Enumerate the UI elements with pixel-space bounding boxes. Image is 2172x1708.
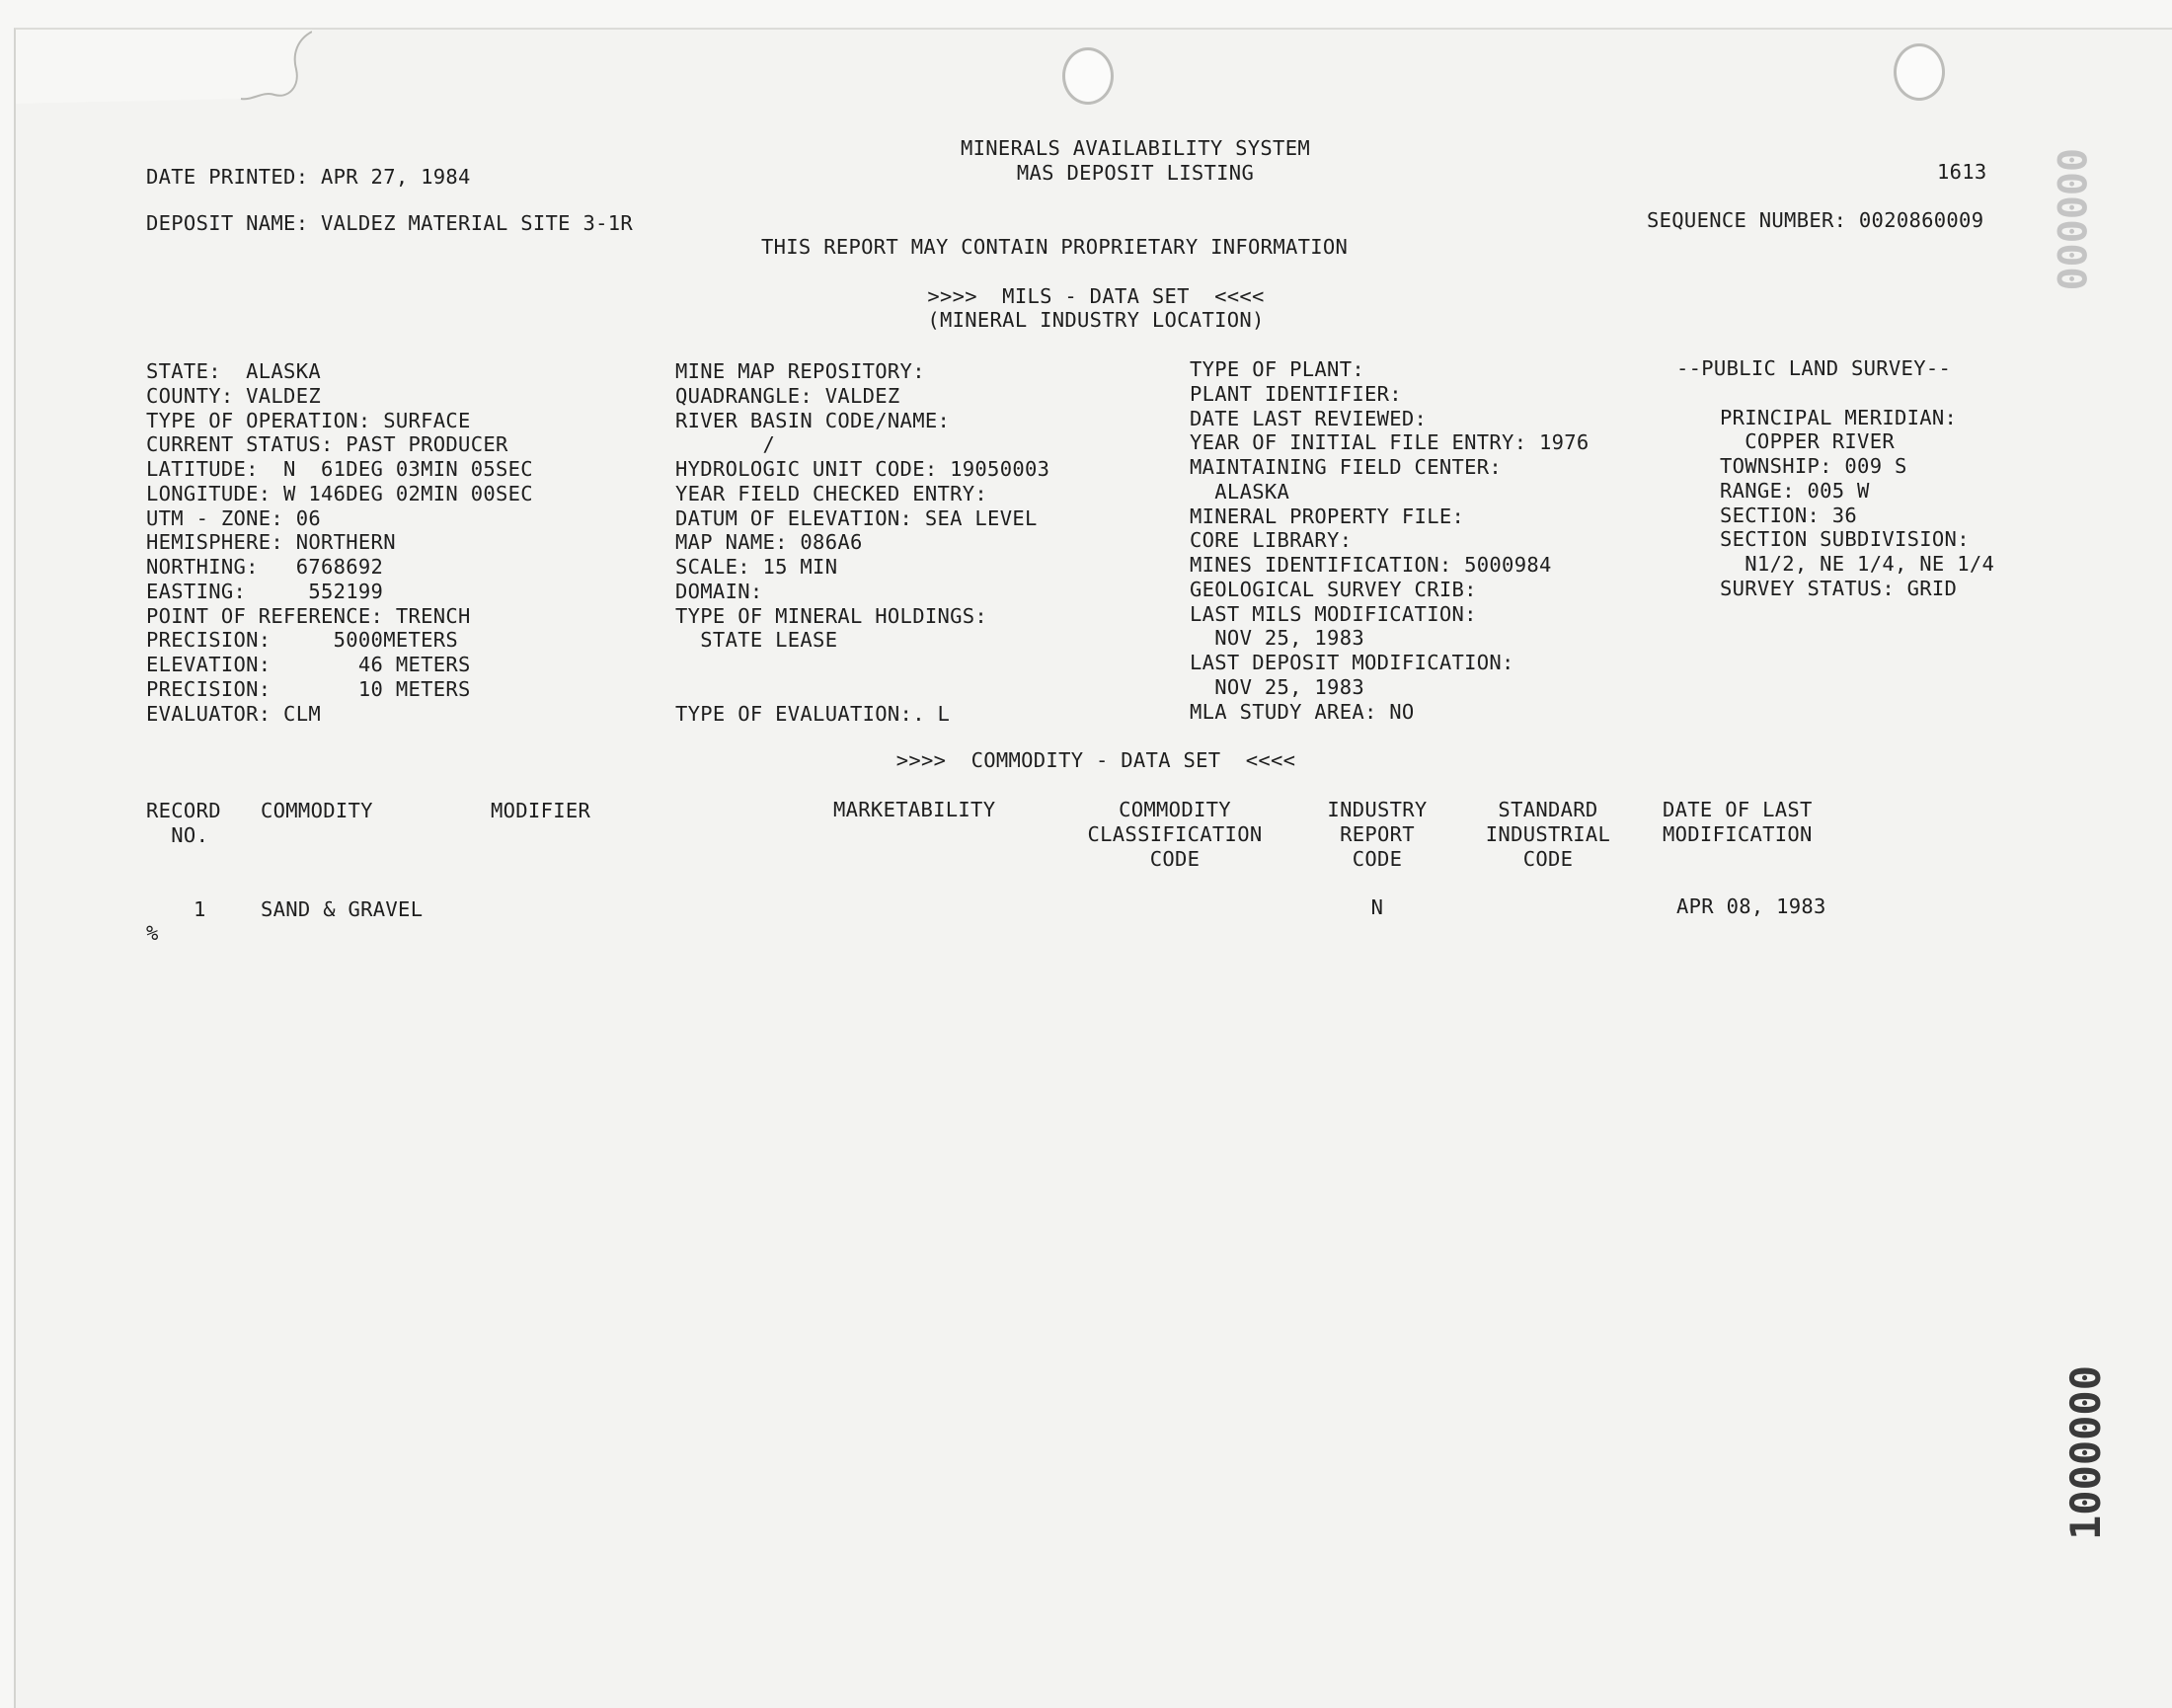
field-principal-meridian-value: COPPER RIVER bbox=[1720, 429, 1895, 453]
header-modifier: MODIFIER bbox=[491, 799, 591, 822]
field-section-subdivision: SECTION SUBDIVISION: bbox=[1720, 527, 1970, 551]
cell-date-of-last-modification: APR 08, 1983 bbox=[1676, 894, 1826, 918]
deposit-name: DEPOSIT NAME: VALDEZ MATERIAL SITE 3-1R bbox=[146, 211, 634, 235]
header-industry-report-code: INDUSTRY REPORT CODE bbox=[1327, 798, 1428, 871]
header-date-of-last-modification: DATE OF LAST MODIFICATION bbox=[1663, 798, 1813, 846]
page-number: 1613 bbox=[1937, 160, 1987, 184]
field-utm-zone: UTM - ZONE: 06 bbox=[146, 506, 321, 530]
field-river-basin-value: / bbox=[675, 432, 776, 456]
torn-corner-mark bbox=[16, 30, 312, 158]
field-map-name: MAP NAME: 086A6 bbox=[675, 530, 863, 554]
field-precision-location: PRECISION: 5000METERS bbox=[146, 628, 459, 652]
field-year-field-checked: YEAR FIELD CHECKED ENTRY: bbox=[675, 482, 988, 505]
field-mineral-property-file: MINERAL PROPERTY FILE: bbox=[1190, 505, 1465, 528]
field-survey-status: SURVEY STATUS: GRID bbox=[1720, 577, 1958, 600]
field-hydrologic-unit-code: HYDROLOGIC UNIT CODE: 19050003 bbox=[675, 457, 1050, 481]
field-datum-of-elevation: DATUM OF ELEVATION: SEA LEVEL bbox=[675, 506, 1038, 530]
commodity-title: >>>> COMMODITY - DATA SET <<<< bbox=[895, 748, 1296, 772]
system-title: MINERALS AVAILABILITY SYSTEM bbox=[961, 136, 1310, 160]
plss-title: --PUBLIC LAND SURVEY-- bbox=[1676, 356, 1952, 380]
binder-hole-left bbox=[1062, 47, 1114, 105]
field-principal-meridian: PRINCIPAL MERIDIAN: bbox=[1720, 406, 1958, 429]
field-plant-identifier: PLANT IDENTIFIER: bbox=[1190, 382, 1402, 406]
field-precision-elevation: PRECISION: 10 METERS bbox=[146, 677, 471, 701]
field-quadrangle: QUADRANGLE: VALDEZ bbox=[675, 384, 900, 408]
date-printed: DATE PRINTED: APR 27, 1984 bbox=[146, 165, 471, 189]
field-scale: SCALE: 15 MIN bbox=[675, 555, 838, 579]
field-longitude: LONGITUDE: W 146DEG 02MIN 00SEC bbox=[146, 482, 533, 505]
field-domain: DOMAIN: bbox=[675, 580, 763, 603]
field-field-center-value: ALASKA bbox=[1190, 480, 1290, 504]
field-river-basin: RIVER BASIN CODE/NAME: bbox=[675, 409, 951, 432]
field-latitude: LATITUDE: N 61DEG 03MIN 05SEC bbox=[146, 457, 533, 481]
field-northing: NORTHING: 6768692 bbox=[146, 555, 384, 579]
field-township: TOWNSHIP: 009 S bbox=[1720, 454, 1907, 478]
field-hemisphere: HEMISPHERE: NORTHERN bbox=[146, 530, 396, 554]
field-county: COUNTY: VALDEZ bbox=[146, 384, 321, 408]
field-mla-study-area: MLA STUDY AREA: NO bbox=[1190, 700, 1415, 724]
field-mines-identification: MINES IDENTIFICATION: 5000984 bbox=[1190, 553, 1552, 577]
binder-hole-right bbox=[1894, 43, 1945, 101]
mils-subtitle: (MINERAL INDUSTRY LOCATION) bbox=[927, 308, 1265, 332]
field-last-mils-modification-date: NOV 25, 1983 bbox=[1190, 626, 1364, 650]
field-date-last-reviewed: DATE LAST REVIEWED: bbox=[1190, 407, 1428, 430]
field-last-deposit-modification-date: NOV 25, 1983 bbox=[1190, 675, 1364, 699]
header-classification-code: COMMODITY CLASSIFICATION CODE bbox=[1087, 798, 1263, 871]
field-last-deposit-modification: LAST DEPOSIT MODIFICATION: bbox=[1190, 651, 1514, 674]
field-elevation: ELEVATION: 46 METERS bbox=[146, 653, 471, 676]
field-mineral-holdings: TYPE OF MINERAL HOLDINGS: bbox=[675, 604, 988, 628]
field-maintaining-field-center: MAINTAINING FIELD CENTER: bbox=[1190, 455, 1503, 479]
field-evaluator: EVALUATOR: CLM bbox=[146, 702, 321, 726]
proprietary-notice: THIS REPORT MAY CONTAIN PROPRIETARY INFORMATION bbox=[761, 235, 1349, 259]
field-core-library: CORE LIBRARY: bbox=[1190, 528, 1353, 552]
frame-stamp-bottom: 1000000 bbox=[2061, 1364, 2110, 1540]
field-range: RANGE: 005 W bbox=[1720, 479, 1870, 503]
field-section: SECTION: 36 bbox=[1720, 504, 1858, 527]
field-type-of-evaluation: TYPE OF EVALUATION:. L bbox=[675, 702, 951, 726]
field-current-status: CURRENT STATUS: PAST PRODUCER bbox=[146, 432, 508, 456]
field-geological-survey-crib: GEOLOGICAL SURVEY CRIB: bbox=[1190, 578, 1477, 601]
mils-title: >>>> MILS - DATA SET <<<< bbox=[927, 284, 1265, 308]
field-mine-map-repository: MINE MAP REPOSITORY: bbox=[675, 359, 925, 383]
header-sic-code: STANDARD INDUSTRIAL CODE bbox=[1485, 798, 1611, 871]
field-year-initial-file-entry: YEAR OF INITIAL FILE ENTRY: 1976 bbox=[1190, 430, 1590, 454]
cell-commodity: SAND & GRAVEL bbox=[261, 897, 424, 921]
field-state: STATE: ALASKA bbox=[146, 359, 321, 383]
sequence-number: SEQUENCE NUMBER: 0020860009 bbox=[1647, 208, 1984, 232]
field-section-subdivision-value: N1/2, NE 1/4, NE 1/4 bbox=[1720, 552, 1995, 576]
field-mineral-holdings-value: STATE LEASE bbox=[675, 628, 838, 652]
footer-mark: % bbox=[146, 921, 159, 945]
frame-stamp-top: 000000 bbox=[2048, 148, 2093, 291]
field-type-of-plant: TYPE OF PLANT: bbox=[1190, 357, 1364, 381]
listing-title: MAS DEPOSIT LISTING bbox=[1016, 161, 1255, 185]
header-commodity: COMMODITY bbox=[261, 799, 373, 822]
field-point-of-reference: POINT OF REFERENCE: TRENCH bbox=[146, 604, 471, 628]
header-record: RECORD NO. bbox=[146, 799, 221, 847]
field-type-of-operation: TYPE OF OPERATION: SURFACE bbox=[146, 409, 471, 432]
header-marketability: MARKETABILITY bbox=[833, 798, 996, 821]
field-last-mils-modification: LAST MILS MODIFICATION: bbox=[1190, 602, 1477, 626]
field-easting: EASTING: 552199 bbox=[146, 580, 384, 603]
cell-industry-report-code: N bbox=[1370, 895, 1384, 919]
cell-record: 1 bbox=[194, 897, 206, 921]
